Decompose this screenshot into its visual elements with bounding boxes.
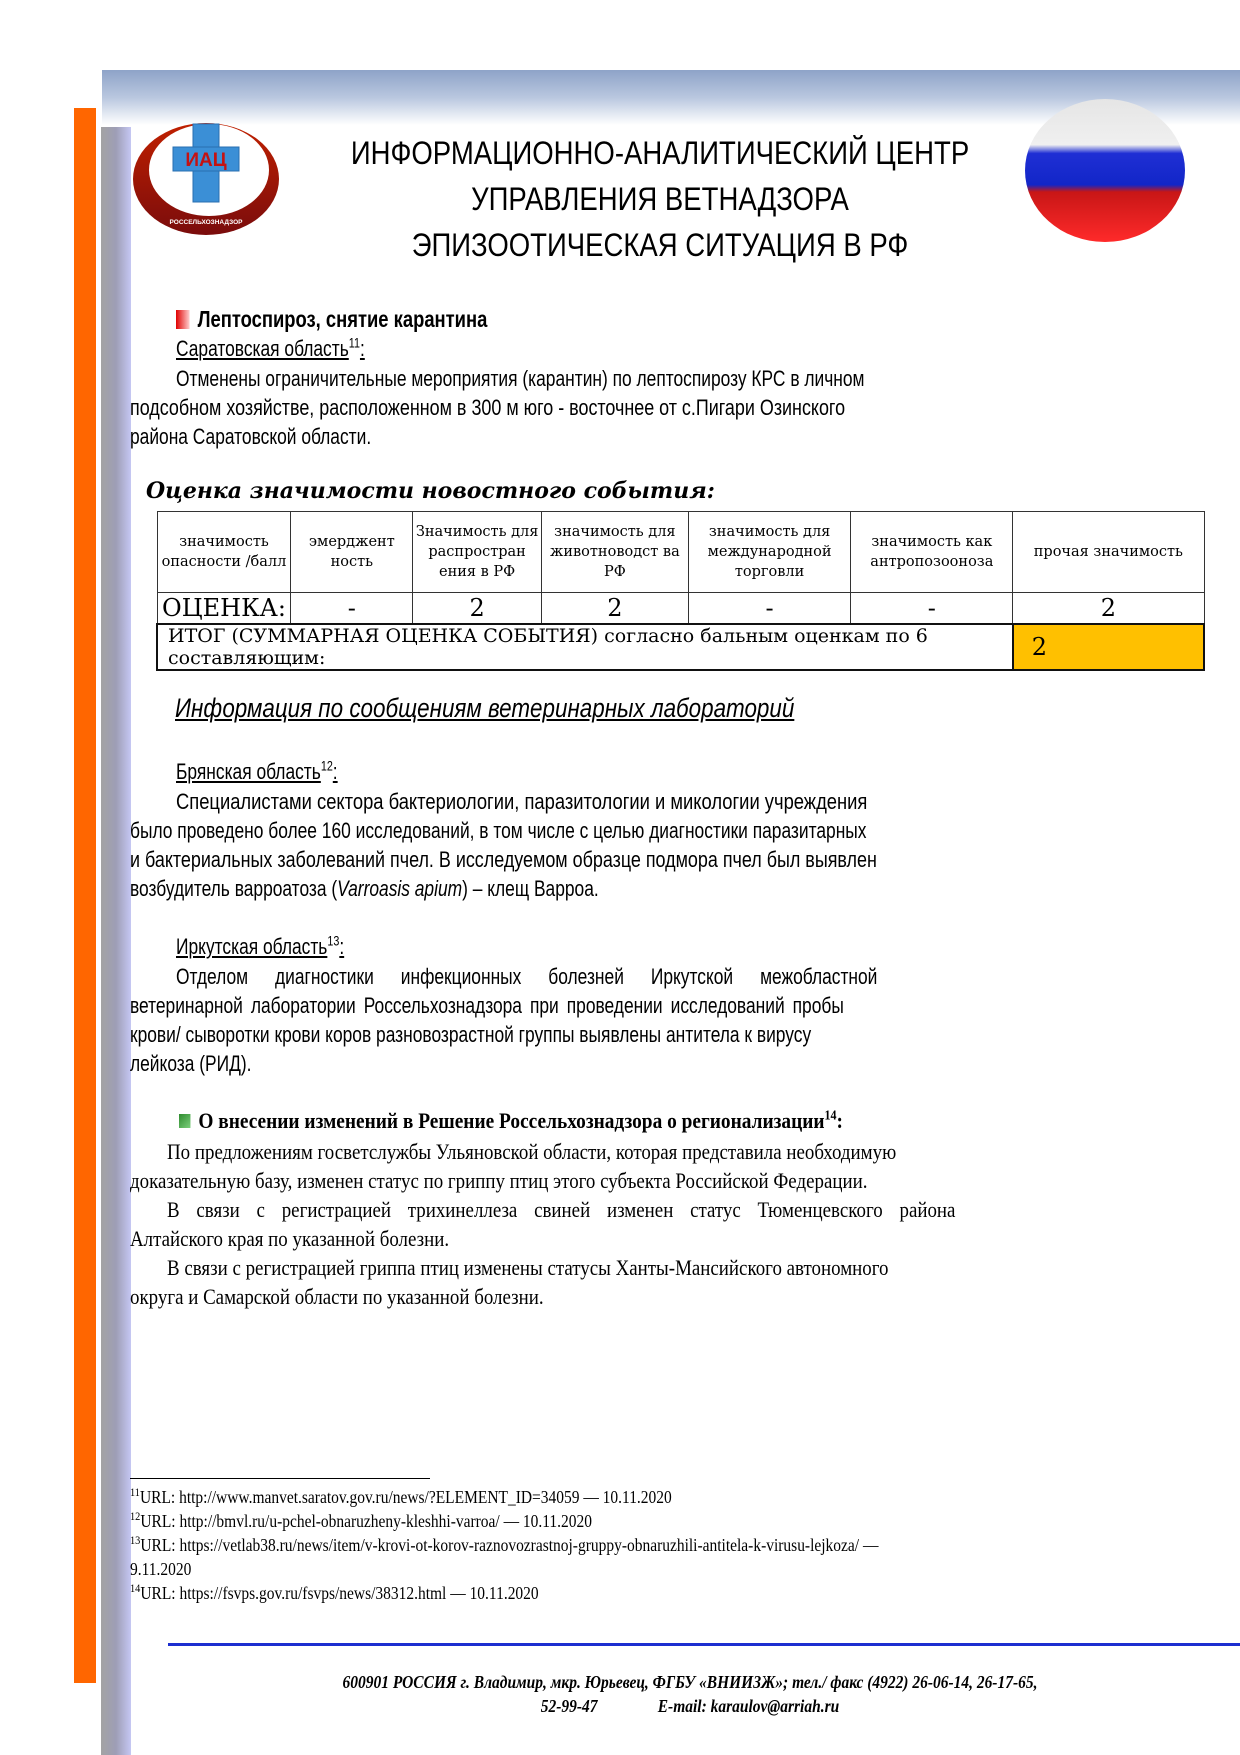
- total-label: ИТОГ (СУММАРНАЯ ОЦЕНКА СОБЫТИЯ) согласно бальным оценкам по 6 составляющим:: [157, 624, 1013, 670]
- paragraph-line: Отделом диагностики инфекционных болезней Иркутской межобластной: [176, 964, 878, 989]
- footer-line-2: [264, 1694, 1115, 1718]
- footer-address: [195, 1670, 1185, 1718]
- score-cell: -: [851, 593, 1013, 625]
- assessment-table: [156, 511, 1205, 671]
- footnote-ref[interactable]: 12: [320, 758, 333, 774]
- score-cell: -: [291, 593, 413, 625]
- russian-flag-icon: [1025, 99, 1185, 242]
- logo-text: ИАЦ: [185, 150, 227, 171]
- green-bullet-icon: [179, 1114, 190, 1128]
- footer-phone: 52-99-47: [540, 1696, 598, 1716]
- score-cell: 2: [1013, 593, 1204, 625]
- footnote-separator: [130, 1478, 430, 1479]
- iac-logo: [131, 122, 281, 237]
- logo-caption: РОССЕЛЬХОЗНАДЗОР: [169, 219, 243, 226]
- header-cell: эмерджент ность: [291, 512, 413, 593]
- paragraph-line: лейкоза (РИД).: [130, 1051, 252, 1076]
- region-saratov: Саратовская область$^{11}$:: [176, 335, 365, 361]
- title-line-1: ИНФОРМАЦИОННО-АНАЛИТИЧЕСКИЙ ЦЕНТР: [350, 135, 970, 171]
- footer-email[interactable]: E-mail: karaulov@arriah.ru: [657, 1696, 840, 1716]
- header-cell: Значимость для распростран ения в РФ: [413, 512, 542, 593]
- header-cell: значимость для животноводст ва РФ: [542, 512, 689, 593]
- region-bryansk: Брянская область$^{12}$:: [176, 758, 338, 784]
- paragraph-line: Алтайского края по указанной болезни.: [130, 1226, 450, 1251]
- footnote-13: $^{13}$URL: https://vetlab38.ru/news/item/v-krovi-ot-korov-raznovozrastnoj-gruppy-obnaruzhili-antitela-k-virusu-lejkoza/ —: [130, 1533, 879, 1555]
- footnote-11: $^{11}$URL: http://www.manvet.saratov.gov.ru/news/?ELEMENT_ID=34059 — 10.11.2020: [130, 1485, 672, 1507]
- paragraph-line: было проведено более 160 исследований, в том числе с целью диагностики паразитарных: [130, 818, 867, 843]
- species-name: Varroasis apium: [337, 876, 463, 901]
- header-cell: прочая значимость: [1013, 512, 1204, 593]
- header-cell: значимость как антропозооноза: [851, 512, 1013, 593]
- footnote-ref[interactable]: 11: [348, 335, 360, 351]
- assessment-title: Оценка значимости новостного события:: [146, 478, 715, 504]
- paragraph-line: Отменены ограничительные мероприятия (карантин) по лептоспирозу КРС в личном: [176, 366, 865, 391]
- paragraph-line: В связи с регистрацией трихинеллеза свиней изменен статус Тюменцевского района: [167, 1197, 956, 1222]
- score-cell: 2: [542, 593, 689, 625]
- total-value: 2: [1013, 624, 1204, 670]
- red-bullet-icon: [176, 310, 190, 329]
- table-score-row: [157, 593, 1204, 625]
- title-line-2: УПРАВЛЕНИЯ ВЕТНАДЗОРА: [471, 181, 849, 217]
- table-total-row: [157, 624, 1204, 670]
- paragraph-line: подсобном хозяйстве, расположенном в 300 м юго - восточнее от с.Пигари Озинского: [130, 395, 846, 420]
- footnote-link[interactable]: URL: https://fsvps.gov.ru/fsvps/news/38312.html — 10.11.2020: [140, 1583, 539, 1603]
- footnote-ref[interactable]: 13: [327, 933, 340, 949]
- footer-line-1: 600901 РОССИЯ г. Владимир, мкр. Юрьевец, ФГБУ «ВНИИЗЖ»; тел./ факс (4922) 26-06-14, 26-17-65,: [342, 1672, 1038, 1692]
- footnote-14: $^{14}$URL: https://fsvps.gov.ru/fsvps/news/38312.html — 10.11.2020: [130, 1581, 539, 1603]
- score-cell: 2: [413, 593, 542, 625]
- paragraph-line: доказательную базу, изменен статус по гриппу птиц этого субъекта Российской Федерации.: [130, 1168, 868, 1193]
- section-heading-leptospirosis: Лептоспироз, снятие карантина: [176, 306, 487, 333]
- footnote-link[interactable]: URL: http://www.manvet.saratov.gov.ru/news/?ELEMENT_ID=34059 — 10.11.2020: [139, 1487, 672, 1507]
- paragraph-line: района Саратовской области.: [130, 424, 372, 449]
- table-header-row: [157, 512, 1204, 593]
- footnote-13-continued: 9.11.2020: [130, 1559, 192, 1579]
- footnote-12: $^{12}$URL: http://bmvl.ru/u-pchel-obnaruzheny-kleshhi-varroa/ — 10.11.2020: [130, 1509, 593, 1531]
- score-cell: -: [688, 593, 851, 625]
- paragraph-line: По предложениям госветслужбы Ульяновской области, которая представила необходимую: [167, 1139, 897, 1164]
- header-cell: значимость опасности /балл: [157, 512, 291, 593]
- row-label: ОЦЕНКА:: [157, 593, 291, 625]
- page-title: [342, 130, 978, 268]
- footnote-link[interactable]: URL: http://bmvl.ru/u-pchel-obnaruzheny-kleshhi-varroa/ — 10.11.2020: [140, 1511, 593, 1531]
- paragraph-line: округа и Самарской области по указанной болезни.: [130, 1284, 544, 1309]
- section-heading-regionalization: О внесении изменений в Решение Россельхознадзора о регионализации$^{14}$:: [179, 1108, 843, 1134]
- title-line-3: ЭПИЗООТИЧЕСКАЯ СИТУАЦИЯ В РФ: [411, 227, 909, 263]
- header-cell: значимость для международной торговли: [688, 512, 851, 593]
- decorative-orange-bar: [74, 108, 96, 1683]
- decorative-gray-bar: [101, 127, 131, 1755]
- paragraph-line: Специалистами сектора бактериологии, паразитологии и микологии учреждения: [176, 789, 868, 814]
- footnote-link[interactable]: URL: https://vetlab38.ru/news/item/v-krovi-ot-korov-raznovozrastnoj-gruppy-obnaruzhili-antitela-k-virusu-lejkoza/ —: [140, 1535, 879, 1555]
- paragraph-line: и бактериальных заболеваний пчел. В исследуемом образце подмора пчел был выявлен: [130, 847, 877, 872]
- region-irkutsk: Иркутская область$^{13}$:: [176, 933, 345, 959]
- footer-divider: [168, 1643, 1240, 1646]
- paragraph-line: крови/ сыворотки крови коров разновозрастной группы выявлены антитела к вирусу: [130, 1022, 812, 1047]
- paragraph-line: В связи с регистрацией гриппа птиц изменены статусы Ханты-Мансийского автономного: [167, 1255, 889, 1280]
- footnote-ref[interactable]: 14: [824, 1107, 837, 1123]
- paragraph-line: ветеринарной лаборатории Россельхознадзора при проведении исследований пробы: [130, 993, 844, 1018]
- paragraph-line: возбудитель варроатоза (Varroasis apium) – клещ Варроа.: [130, 876, 599, 901]
- labs-heading: Информация по сообщениям ветеринарных лабораторий: [175, 693, 795, 723]
